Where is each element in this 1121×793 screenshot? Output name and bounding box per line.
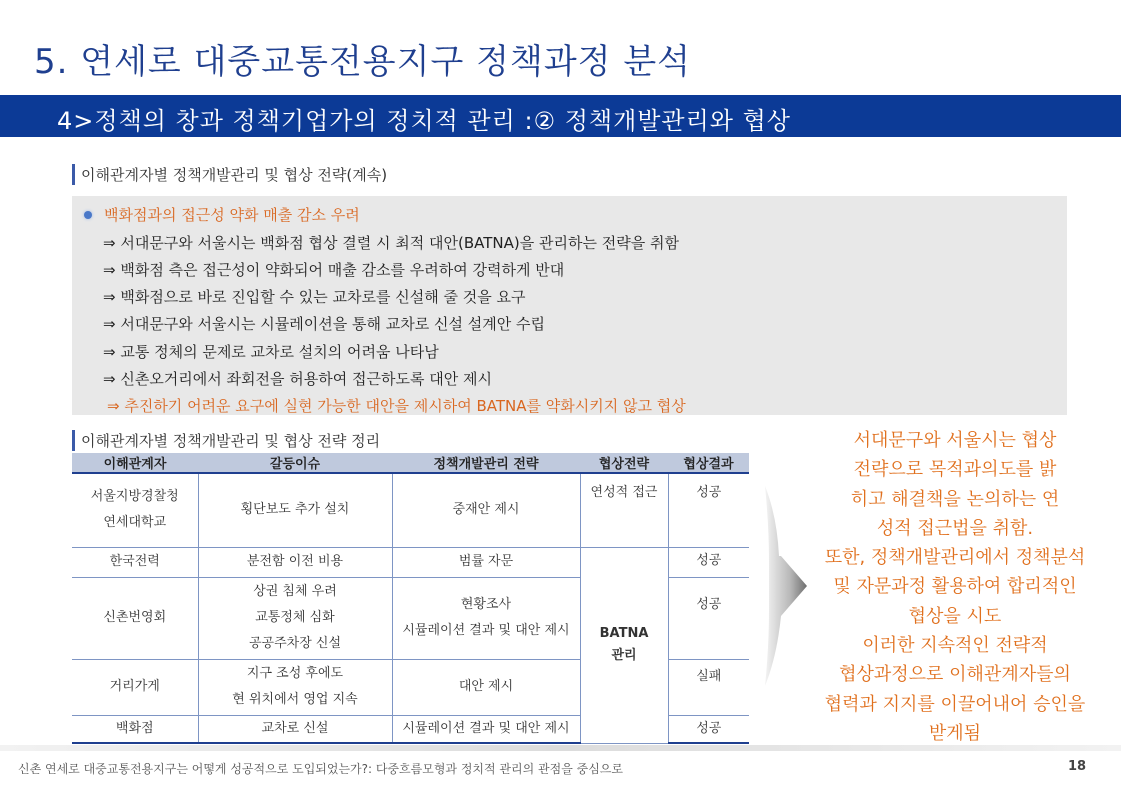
policy-cell: 중재안 제시 [392,473,580,547]
footer-divider [0,745,1121,751]
summary-callout [800,426,1110,748]
result-cell: 실패 [668,659,749,715]
issue-cell [198,659,392,715]
batna-cell [580,547,668,743]
header-policy: 정책개발관리 전략 [392,453,580,473]
callout-line: 서대문구와 서울시는 협상 [853,430,1057,451]
batna-sub: 관리 [611,648,637,663]
cell-line: 상권 침체 우려 [253,584,337,599]
policy-cell: 범률 자문 [392,547,580,577]
callout-line: 또한, 정책개발관리에서 정책분석 [824,547,1086,569]
callout-line: 전략으로 목적과의도를 밝 [853,459,1057,481]
table-row [72,473,749,547]
stakeholder-cell: 한국전력 [72,547,198,577]
callout-line: 성적 접근법을 취함. [876,517,1034,539]
table-row [72,547,749,577]
section-heading-continued: 이해관계자별 정책개발관리 및 협상 전략(계속) [72,164,387,185]
bullet-row [84,204,360,225]
stakeholder-table [72,453,749,744]
point-line: ⇒ 교통 정체의 문제로 교차로 설치의 어려움 나타남 [103,343,439,361]
cell-line: 서울지방경찰청 [90,489,179,505]
callout-line: 협상과정으로 이해관계자들의 [839,664,1071,686]
cell-line: 교통정체 심화 [255,610,335,625]
page-number: 18 [1068,759,1087,774]
policy-cell: 대안 제시 [392,659,580,715]
bullet-dot-icon [84,211,92,219]
stakeholder-cell: 거리가게 [72,659,198,715]
negotiation-cell: 연성적 접근 [580,473,668,547]
result-cell: 성공 [668,547,749,577]
department-store-box [72,196,1067,415]
cell-line: 연세대학교 [103,515,167,531]
point-line: ⇒ 서대문구와 서울시는 시뮬레이션을 통해 교차로 신설 설계안 수립 [103,315,545,333]
point-line: ⇒ 신촌오거리에서 좌회전을 허용하여 접근하도록 대안 제시 [103,370,492,388]
issue-cell: 횡단보도 추가 설치 [198,473,392,547]
section-banner [0,95,1121,137]
header-result: 협상결과 [668,453,749,473]
result-cell: 성공 [668,473,749,547]
callout-line: 이러한 지속적인 전략적 [862,635,1048,657]
stakeholder-cell [72,473,198,547]
table-header-row [72,453,749,473]
header-negotiation: 협상전략 [580,453,668,473]
callout-line: 히고 해결책을 논의하는 연 [850,488,1060,510]
point-line: ⇒ 서대문구와 서울시는 백화점 협상 결렬 시 최적 대안(BATNA)을 관리하는 전략을 취함 [103,234,679,252]
cell-line: 현 위치에서 영업 지속 [232,692,358,707]
callout-line: 협상을 시도 [908,605,1002,627]
cell-line: 공공주차장 신설 [248,636,342,651]
batna-label: BATNA [599,626,649,641]
section-heading-summary: 이해관계자별 정책개발관리 및 협상 전략 정리 [72,430,380,451]
callout-line: 협력과 지지를 이끌어내어 승인을 [824,693,1086,715]
conclusion-line: ⇒ 추진하기 어려운 요구에 실현 가능한 대안을 제시하여 BATNA를 약화시키지 않고 협상 [107,397,686,415]
issue-cell: 분전함 이전 비용 [198,547,392,577]
stakeholder-cell: 신촌번영회 [72,577,198,659]
cell-line: 지구 조성 후에도 [246,666,344,681]
callout-line: 및 자문과정 활용하여 합리적인 [833,576,1077,598]
policy-cell [392,577,580,659]
policy-cell: 시뮬레이션 결과 및 대안 제시 [392,715,580,743]
issue-cell: 교차로 신설 [198,715,392,743]
banner-title: 4>정책의 창과 정책기업가의 정치적 관리 :② 정책개발관리와 협상 [57,107,791,135]
result-cell: 성공 [668,715,749,743]
bullet-heading: 백화점과의 접근성 약화 매출 감소 우려 [104,206,360,224]
result-cell: 성공 [668,577,749,659]
issue-cell [198,577,392,659]
header-stakeholder: 이해관계자 [72,453,198,473]
point-line: ⇒ 백화점으로 바로 진입할 수 있는 교차로를 신설해 줄 것을 요구 [103,288,526,306]
cell-line: 시뮬레이션 결과 및 대안 제시 [402,623,570,638]
cell-line: 현황조사 [460,597,512,612]
point-line: ⇒ 백화점 측은 접근성이 약화되어 매출 감소를 우려하여 강력하게 반대 [103,261,565,279]
header-issue: 갈등이슈 [198,453,392,473]
stakeholder-cell: 백화점 [72,715,198,743]
footer-title: 신촌 연세로 대중교통전용지구는 어떻게 성공적으로 도입되었는가?: 다중흐름모형과 정치적 관리의 관점을 중심으로 [18,762,623,776]
callout-line: 받게됨 [928,722,982,744]
page-title: 5. 연세로 대중교통전용지구 정책과정 분석 [34,42,692,82]
